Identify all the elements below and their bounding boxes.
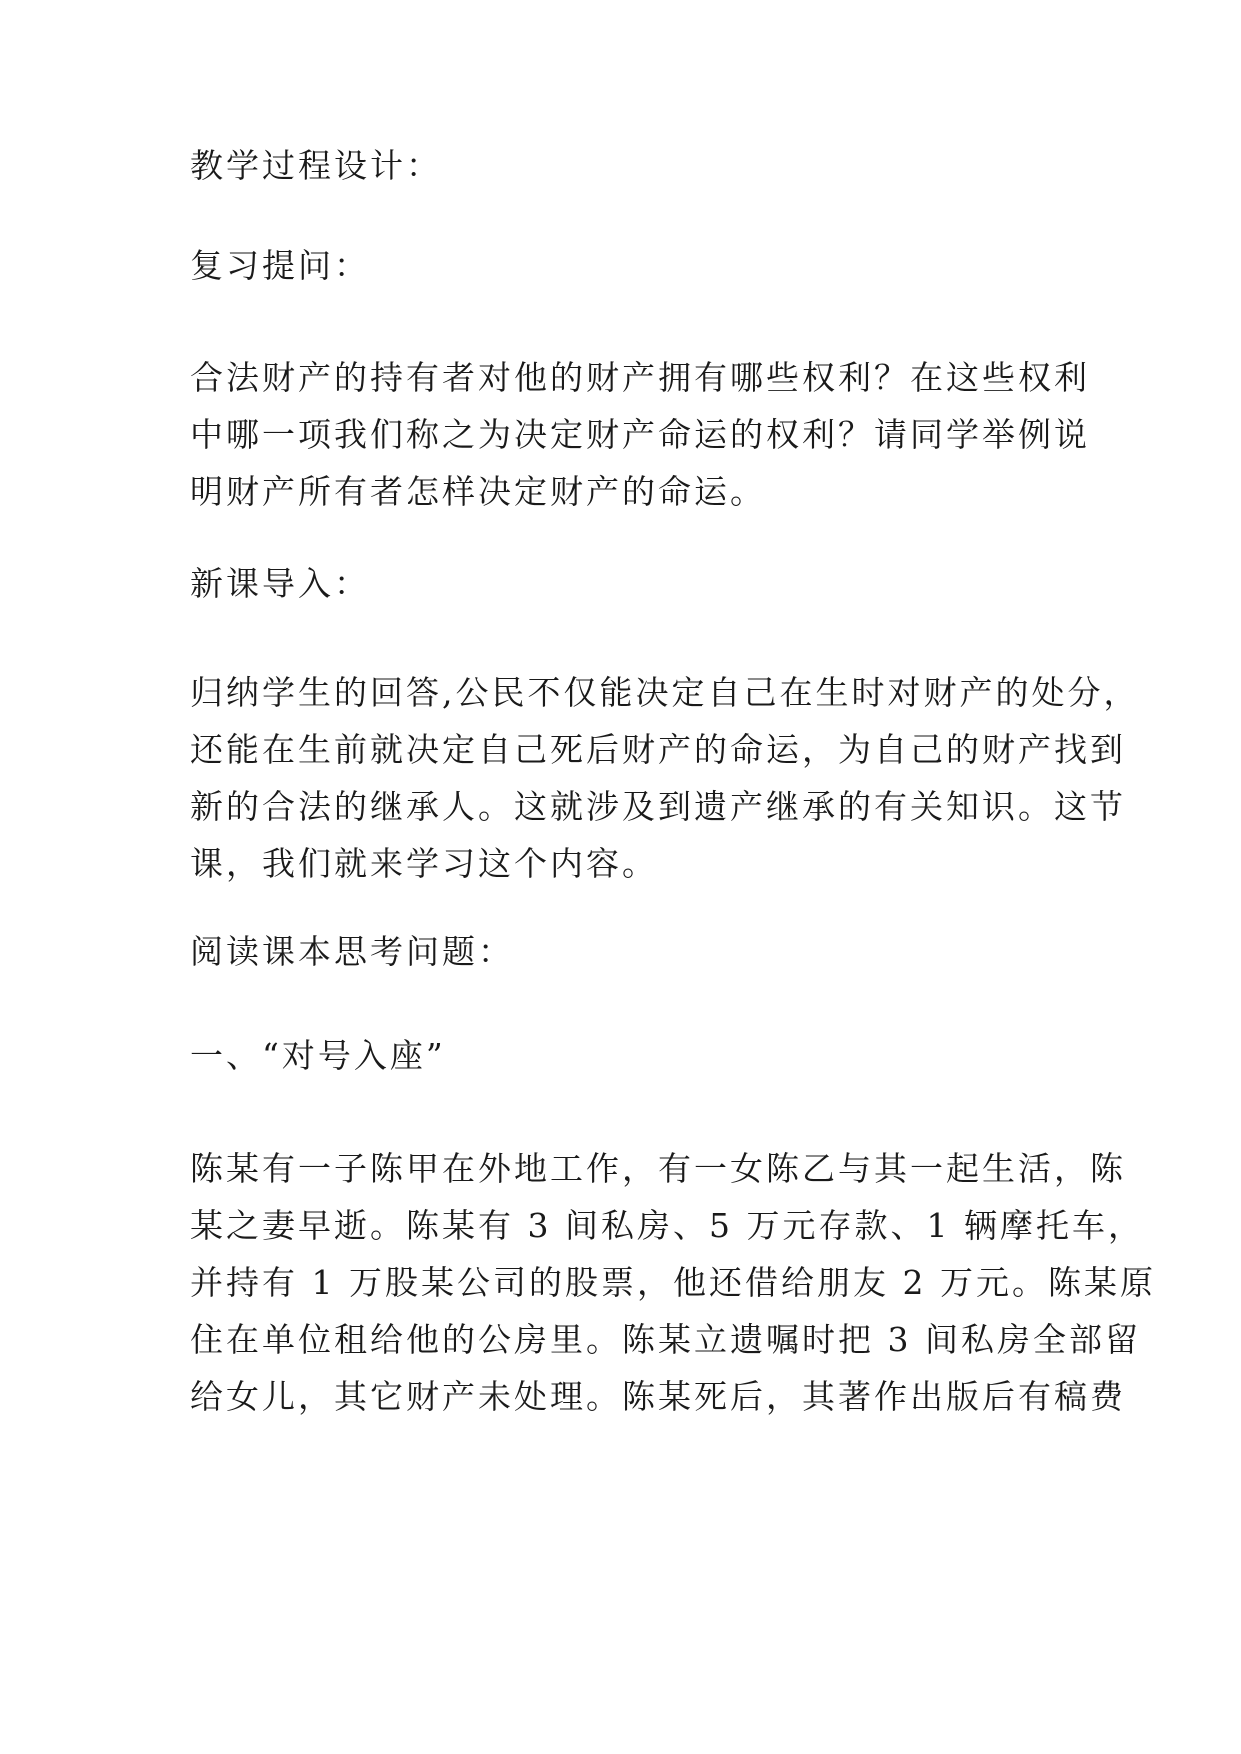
text-line: 新课导入：	[190, 564, 370, 603]
text-line: 新的合法的继承人。这就涉及到遗产继承的有关知识。这节	[190, 787, 1126, 826]
text-line: 明财产所有者怎样决定财产的命运。	[190, 472, 766, 511]
text-line: 复习提问：	[190, 246, 370, 285]
text-line: 还能在生前就决定自己死后财产的命运，为自己的财产找到	[190, 730, 1126, 769]
heading-section-one	[190, 1027, 1058, 1084]
text-line: 教学过程设计：	[190, 146, 442, 185]
heading-review-questions	[190, 237, 1058, 294]
text-line: 合法财产的持有者对他的财产拥有哪些权利？在这些权利	[190, 358, 1090, 397]
paragraph-intro	[190, 664, 1140, 892]
text-line: 中哪一项我们称之为决定财产命运的权利？请同学举例说	[190, 415, 1090, 454]
paragraph-case	[190, 1140, 1156, 1425]
heading-teaching-design	[190, 137, 1058, 194]
text-line: 某之妻早逝。陈某有 3 间私房、5 万元存款、1 辆摩托车，	[190, 1206, 1144, 1245]
text-line: 课，我们就来学习这个内容。	[190, 844, 658, 883]
text-line: 并持有 1 万股某公司的股票，他还借给朋友 2 万元。陈某原	[190, 1263, 1156, 1302]
heading-new-lesson-intro	[190, 555, 1058, 612]
text-line: 一、“对号入座”	[190, 1036, 446, 1075]
text-line: 陈某有一子陈甲在外地工作，有一女陈乙与其一起生活，陈	[190, 1149, 1126, 1188]
text-line: 给女儿，其它财产未处理。陈某死后，其著作出版后有稿费	[190, 1377, 1126, 1416]
heading-reading-questions	[190, 923, 1058, 980]
text-line: 归纳学生的回答,公民不仅能决定自己在生时对财产的处分，	[190, 673, 1140, 712]
paragraph-review-question	[190, 349, 1090, 520]
text-line: 阅读课本思考问题：	[190, 932, 514, 971]
text-line: 住在单位租给他的公房里。陈某立遗嘱时把 3 间私房全部留	[190, 1320, 1141, 1359]
